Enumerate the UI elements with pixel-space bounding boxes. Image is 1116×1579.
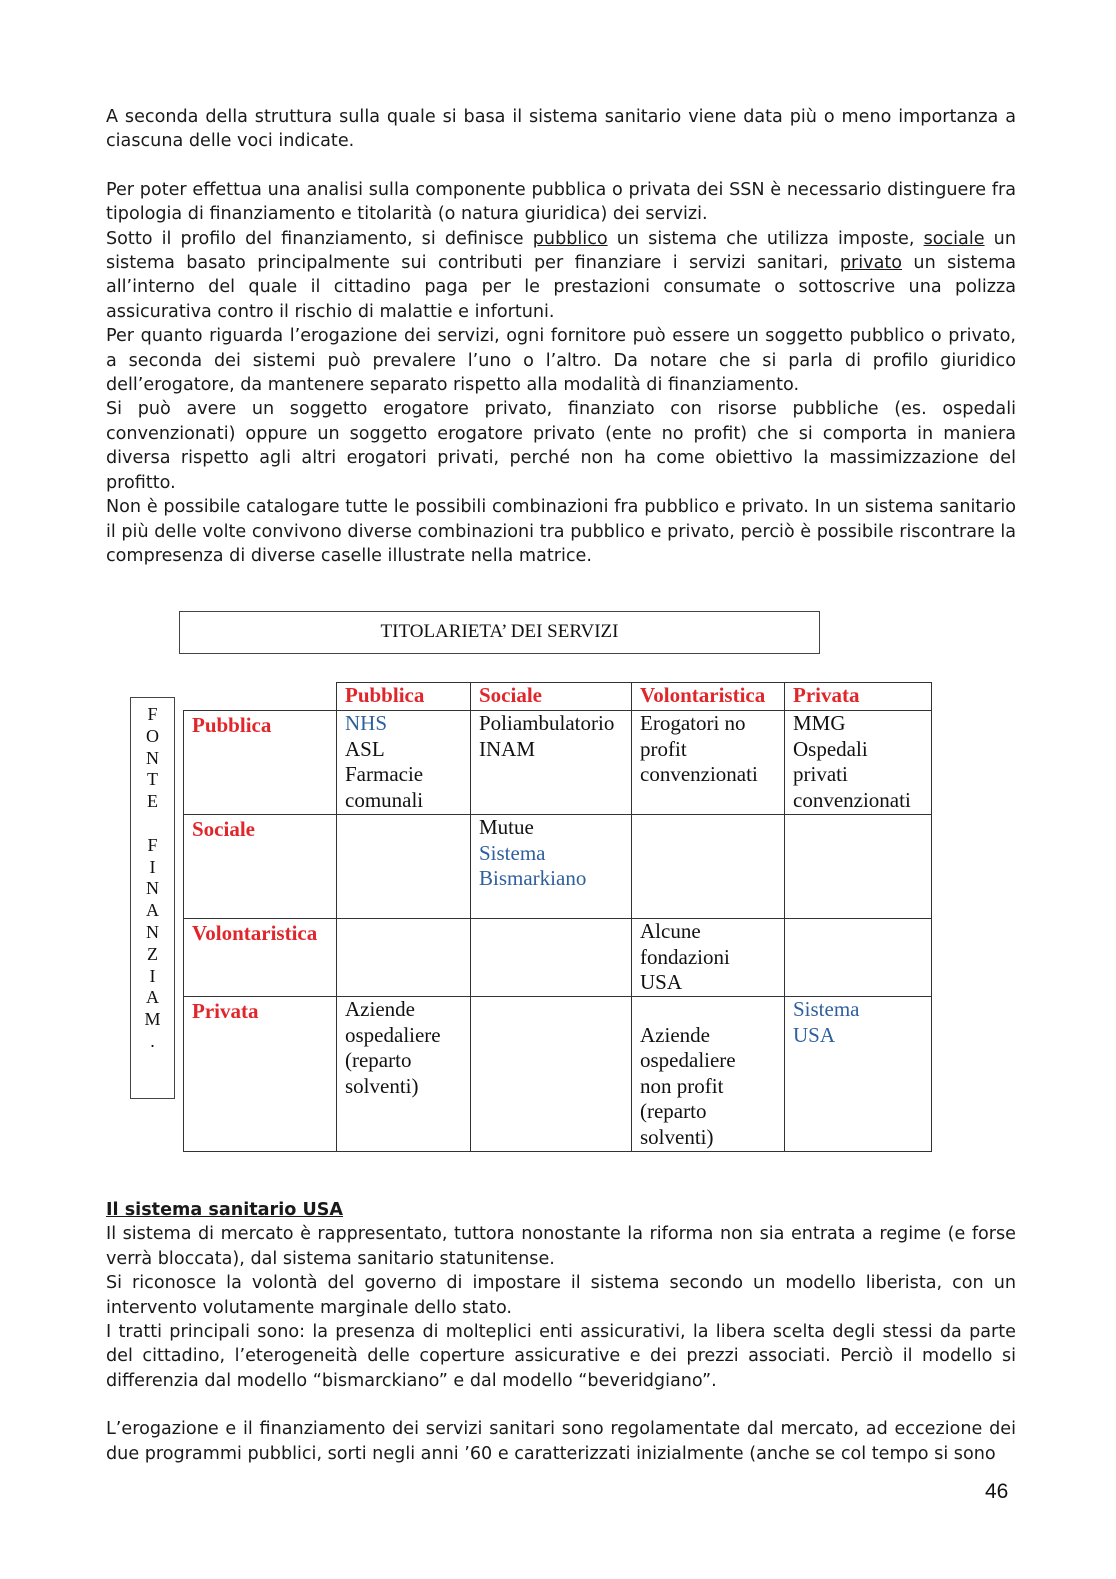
side-letter [131,813,174,835]
p3-part-a: Sotto il profilo del finanziamento, si definisce [106,228,533,249]
matrix-cell [785,815,932,919]
cell-line: (reparto [640,1099,707,1124]
matrix-cell [785,919,932,997]
col-header-privata: Privata [785,683,932,711]
usa-section [106,1198,1016,1466]
cell-line: fondazioni [640,944,730,969]
matrix-corner-cell [184,683,337,711]
usa-paragraph-1: Il sistema di mercato è rappresentato, tuttora nonostante la riforma non sia entrata a regime (e forse verrà bloccata), dal sistema sanitario statunitense. [106,1224,1016,1269]
p3-part-d: un sistema all’interno del quale il cittadino paga per le prestazioni consumate o sottoscrive una polizza assicurativa contro il rischio di malattie e infortuni. [106,253,1016,322]
matrix-title: TITOLARIETA’ DEI SERVIZI [179,611,820,654]
usa-paragraph-3: I tratti principali sono: la presenza di molteplici enti assicurativi, la libera scelta degli stessi da parte del cittadino, l’eterogeneità delle coperture assicurative e dei prezzi associati. Perciò il modello si differenzia dal modello “bismarckiano” e dal modello “beveridgiano”. [106,1322,1016,1391]
cell-line: solventi) [345,1073,419,1098]
usa-paragraph-2: Si riconosce la volontà del governo di impostare il sistema secondo un modello liberista, con un intervento volutamente marginale dello stato. [106,1273,1016,1318]
cell-line: INAM [479,736,535,761]
term-pubblico: pubblico [532,228,608,249]
matrix-cell [471,711,632,815]
intro-paragraph-6: Non è possibile catalogare tutte le possibili combinazioni fra pubblico e privato. In un sistema sanitario il più delle volte convivono diverse combinazioni tra pubblico e privato, perciò è possibile riscontrare la compresenza di diverse caselle illustrate nella matrice. [106,497,1016,566]
matrix-cell [471,919,632,997]
matrix-header-row [184,683,932,711]
cell-line: (reparto [345,1048,412,1073]
intro-paragraph-5: Si può avere un soggetto erogatore privato, finanziato con risorse pubbliche (es. ospedali convenzionati) oppure un soggetto erogatore privato (ente no profit) che si comporta in maniera diversa rispetto agli altri erogatori privati, perché non ha come obiettivo la massimizzazione del profitto. [106,399,1016,493]
row-header-volontaristica: Volontaristica [184,919,337,997]
cell-line: privati [793,762,848,787]
side-letter: Z [147,943,158,964]
matrix-row [184,815,932,919]
cell-line: Bismarkiano [479,866,587,891]
intro-paragraph-3 [106,227,1016,325]
matrix-cell [632,815,785,919]
col-header-volontaristica: Volontaristica [632,683,785,711]
matrix-cell [337,919,471,997]
cell-line: Poliambulatorio [479,711,615,735]
col-header-pubblica: Pubblica [337,683,471,711]
usa-paragraph-4: L’erogazione e il finanziamento dei servizi sanitari sono regolamentate dal mercato, ad eccezione dei due programmi pubblici, sorti negli anni ’60 e caratterizzati inizialmente (anche se col tempo si sono [106,1419,1016,1464]
cell-line: USA [793,1022,836,1047]
side-letter: M [144,1009,161,1030]
term-privato: privato [839,253,903,274]
services-matrix [183,682,932,1152]
cell-line: non profit [640,1073,724,1098]
cell-line: solventi) [640,1124,714,1149]
matrix-row [184,919,932,997]
side-letter: N [146,747,159,768]
matrix-cell [785,997,932,1152]
side-letter: E [147,791,158,812]
cell-line: Ospedali [793,736,868,761]
cell-line: Sistema [793,997,860,1021]
side-letter: N [146,921,159,942]
cell-line: Aziende [345,997,415,1021]
intro-text [106,105,1016,568]
intro-paragraph-4: Per quanto riguarda l’erogazione dei servizi, ogni fornitore può essere un soggetto pubblico o privato, a seconda dei sistemi può prevalere l’uno o l’altro. Da notare che si parla di profilo giuridico dell’erogatore, da mantenere separato rispetto alla modalità di finanziamento. [106,326,1016,396]
side-letter: T [147,769,158,790]
term-sociale: sociale [923,228,985,249]
col-header-sociale: Sociale [471,683,632,711]
matrix-cell [337,711,471,815]
matrix-row [184,997,932,1152]
cell-line: convenzionati [793,787,911,812]
matrix-cell [785,711,932,815]
side-letter: A [146,987,159,1008]
side-letter: I [149,965,156,986]
cell-line: Sistema [479,840,546,865]
matrix-cell [632,711,785,815]
side-letter: O [146,725,159,746]
cell-line: Alcune [640,919,701,943]
side-letter: I [149,856,156,877]
side-letter: F [147,834,158,855]
cell-line: ospedaliere [640,1048,736,1073]
cell-line: USA [640,970,683,995]
row-header-privata: Privata [184,997,337,1152]
cell-line: Erogatori no [640,711,746,735]
cell-line: Mutue [479,815,534,839]
cell-line: MMG [793,711,846,735]
matrix-cell [471,815,632,919]
row-header-sociale: Sociale [184,815,337,919]
p3-part-c: un sistema basato principalmente sui contributi per finanziare i servizi sanitari, [106,228,1016,274]
page-number: 46 [985,1480,1009,1503]
intro-paragraph-2: Per poter effettua una analisi sulla componente pubblica o privata dei SSN è necessario distinguere fra tipologia di finanziamento e titolarità (o natura giuridica) dei servizi. [106,179,1016,225]
matrix-cell [632,997,785,1152]
side-letter: F [147,704,158,724]
row-header-pubblica: Pubblica [184,711,337,815]
cell-line: profit [640,736,687,761]
matrix-cell [337,815,471,919]
usa-section-title: Il sistema sanitario USA [106,1200,344,1220]
intro-paragraph-1: A seconda della struttura sulla quale si basa il sistema sanitario viene data più o meno importanza a ciascuna delle voci indicate. [106,107,1016,152]
matrix-cell [337,997,471,1152]
cell-line: Farmacie [345,762,424,787]
p3-part-b: un sistema che utilizza imposte, [607,228,924,249]
cell-line: comunali [345,787,424,812]
side-letter: A [146,900,159,921]
cell-line: Aziende [640,1022,710,1047]
matrix-cell [471,997,632,1152]
cell-line: ASL [345,736,385,761]
cell-line: NHS [345,711,388,735]
side-letter: . [150,1030,155,1051]
cell-line: ospedaliere [345,1022,441,1047]
matrix-row [184,711,932,815]
matrix-side-label [130,697,175,1099]
matrix-cell [632,919,785,997]
side-letter: N [146,878,159,899]
cell-line [640,997,784,1023]
cell-line: convenzionati [640,762,758,787]
